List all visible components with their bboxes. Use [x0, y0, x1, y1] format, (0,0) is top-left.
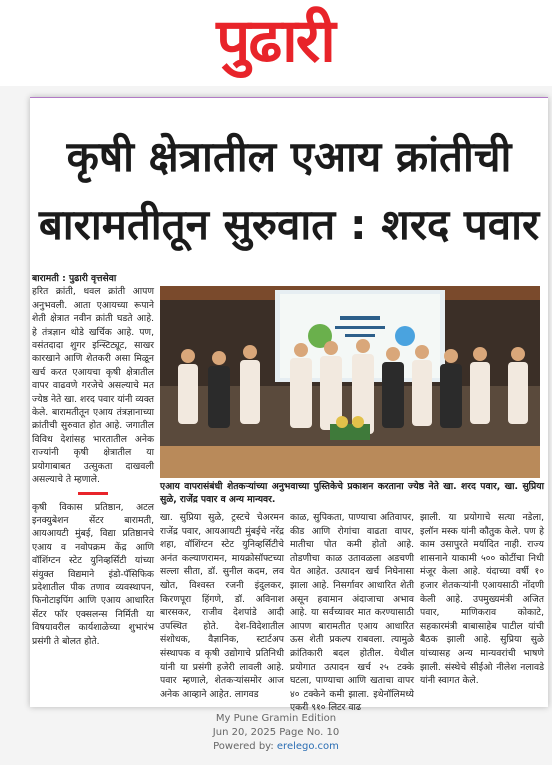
body-column-3	[420, 511, 544, 715]
photo-caption: एआय वापरासंबंधी शेतकऱ्यांच्या अनुभवाच्या पुस्तिकेचे प्रकाशन करताना ज्येष्ठ नेते खा. शरद पवार, खा. सुप्रिया सुळे, राजेंद्र पवार व अन्य मान्यवर.	[160, 481, 544, 505]
edition-name: My Pune Gramin Edition	[215, 713, 337, 724]
body-column-1-text: खा. सुप्रिया सुळे, ट्रस्टचे चेअरमन राजेंद्र पवार, आयआयटी मुंबईचे नरेंद्र शहा, वॉशिंग्टन स्टेट युनिव्हर्सिटीचे अनंत कल्याणरामन, मायक्रोसॉफ्टच्या सल्ला सीता, डॉ. सुनील कदम, लव खोत, विश्वस्त रजनी इंदुलकर, किरणपूरा हिंगणे, डॉ. अविनाश बारसकर, राजीव देशपांडे आदी उपस्थित होते. देश-विदेशातील संशोधक, वैज्ञानिक, स्टार्टअप संस्थापक व कृषी उद्योगाचे प्रतिनिधी यांनी या प्रसंगी हजेरी लावली आहे. पवार म्हणाले, शेतकऱ्यांसमोर आज अनेक आव्हाने आहेत. लागवड	[160, 512, 284, 700]
body-column-3-text: झाली. या प्रयोगाचे सत्या नडेला, इलॉन मस्क यांनी कौतुक केले. पण हे काम उसापुरते मर्यादित नाही. राज्य शासनाने याकामी ५०० कोटींचा निधी मंजूर केला आहे. यंदाच्या वर्षी १० हजार शेतकऱ्यांनी एआयसाठी नोंदणी केली आहे. उपमुख्यमंत्री अजित पवार, माणिकराव कोकाटे, सहकारमंत्री बाबासाहेब पाटील यांची बैठक झाली आहे. सुप्रिया सुळे यांच्यासह अन्य मान्यवरांची भाषणे झाली. संस्थेचे सीईओ नीलेश नलावडे यांनी स्वागत केले.	[420, 512, 544, 687]
powered-by	[0, 740, 552, 754]
powered-by-link[interactable]: erelego.com	[276, 741, 339, 752]
body-columns	[160, 511, 544, 715]
headline-line-1: कृषी क्षेत्रातील एआय क्रांतीची	[66, 132, 512, 181]
edition-date-page: Jun 20, 2025 Page No. 10	[212, 727, 340, 738]
newspaper-logo: पुढारी	[216, 6, 334, 76]
dateline: बारामती : पुढारी वृत्तसेवा	[32, 273, 117, 284]
event-photo-illustration	[160, 286, 540, 478]
event-photo	[160, 286, 540, 478]
body-column-1	[160, 511, 284, 715]
section-divider	[78, 492, 108, 495]
left-column	[32, 272, 154, 648]
powered-by-label: Powered by:	[213, 741, 277, 752]
body-column-2-text: काळ, सुपिकता, पाण्याचा अतिवापर, कीड आणि रोगांचा वाढता वापर, मातीचा पोत कमी होतो आहे. तोडणीचा काळ उतावळला अडचणी येत आहेत. उत्पादन खर्च निघेनासा झाला आहे. निसर्गावर आधारित शेती असून हवामान अंदाजाचा अभाव आहे. या सर्वच्यावर मात करण्यासाठी आपण बारामतीत एआय आधारित ऊस शेती प्रकल्प राबवला. त्यामुळे क्रांतिकारी बदल होतील. येथील प्रयोगात उत्पादन खर्च २५ टक्के घटला, पाण्याचा आणि खताचा वापर ४० टक्केने कमी झाला. इथेनॉलिमध्ये एकरी ९१० लिटर वाढ	[290, 512, 414, 714]
news-clipping	[30, 97, 548, 714]
body-column-2	[290, 511, 414, 715]
footer	[0, 712, 552, 754]
intro-paragraph: हरित क्रांती, धवल क्रांती आपण अनुभवली. आता एआयच्या रूपाने शेती क्षेत्रात नवीन क्रांती घडते आहे. हे तंत्रज्ञान थोडे खर्चिक आहे. पण, वसंतदादा शुगर इन्स्टिट्यूट, साखर कारखाने आणि शेतकरी असा मिळून खर्च करत एआयचा कृषी क्षेत्रातील वापर वाढवणे गरजेचे असल्याचे मत ज्येष्ठ नेते खा. शरद पवार यांनी व्यक्त केले. बारामतीतून एआय तंत्रज्ञानाच्या क्रांतीची सुरुवात होत आहे. जगातील विविध देशांसह भारतातील अनेक राज्यांनी कृषी क्षेत्रातील या प्रयोगाबाबत उत्सुकता दाखवली असल्याचे ते म्हणाले.	[32, 286, 154, 486]
context-paragraph: कृषी विकास प्रतिष्ठान, अटल इनक्युबेशन सेंटर बारामती, आयआयटी मुंबई, विद्या प्रतिष्ठानचे एआय व नवोपक्रम केंद्र आणि वॉशिंग्टन स्टेट युनिव्हर्सिटी यांच्या संयुक्त विद्यमाने इंडो-पॅसिफिक प्रदेशातील पीक तणाव व्यवस्थापन, फिनोटाइपिंग आणि एआय आधारित सेंटर फॉर एक्सलन्स निर्मिती या विषयावरील कार्यशाळेच्या शुभारंभ प्रसंगी ते बोलत होते.	[32, 501, 154, 647]
headline-line-2: बारामतीतून सुरुवात : शरद पवार	[38, 200, 540, 249]
masthead	[0, 0, 552, 86]
top-rule	[30, 97, 548, 98]
